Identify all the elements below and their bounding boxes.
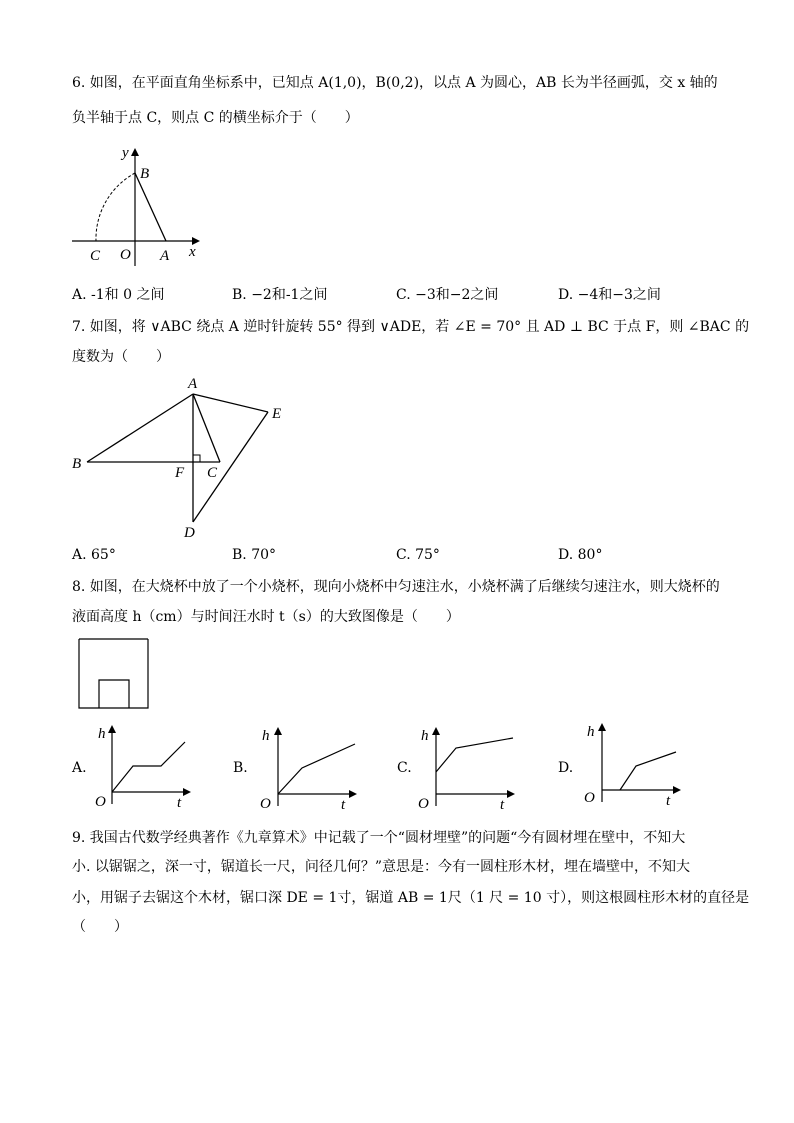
segment-ab: [135, 173, 166, 241]
axis-label-h: h: [262, 728, 270, 744]
label-a: A: [188, 376, 198, 392]
q9-text-line-3: 小，用锯子去锯这个木材，锯口深 DE = 1寸，锯道 AB = 1尺（1 尺 = 10 寸），则这根圆柱形木材的直径是: [72, 890, 750, 906]
graph-curve: [112, 742, 185, 792]
label-o: O: [120, 247, 131, 263]
segment-ab: [87, 394, 193, 462]
q8-graph-a[interactable]: [92, 722, 202, 810]
q7-option-c[interactable]: C. 75°: [396, 547, 440, 563]
h-axis-arrow-icon: [432, 727, 440, 735]
label-x: x: [189, 244, 196, 260]
q6-text-line-1: 6. 如图，在平面直角坐标系中，已知点 A(1,0)，B(0,2)，以点 A 为圆心，AB 长为半径画弧，交 x 轴的: [72, 75, 718, 91]
segment-ae: [193, 394, 268, 412]
origin-label: O: [260, 796, 271, 812]
q8-graph-d[interactable]: [582, 720, 692, 808]
axis-label-h: h: [98, 726, 106, 742]
q8-option-d-letter[interactable]: D.: [558, 760, 574, 776]
q6-option-a[interactable]: A. -1和 0 之间: [72, 287, 165, 303]
q8-option-b-letter[interactable]: B.: [233, 760, 248, 776]
h-axis-arrow-icon: [108, 725, 116, 733]
label-b: B: [72, 456, 82, 472]
q8-text-line-2: 液面高度 h（cm）与时间汪水时 t（s）的大致图像是（ ）: [72, 609, 460, 625]
t-axis-arrow-icon: [673, 786, 681, 794]
axis-label-h: h: [587, 724, 595, 740]
q8-text-line-1: 8. 如图，在大烧杯中放了一个小烧杯，现向小烧杯中匀速注水，小烧杯满了后继续匀速注水，则大烧杯的: [72, 579, 720, 595]
q7-option-a[interactable]: A. 65°: [72, 547, 116, 563]
q8-option-a-letter[interactable]: A.: [72, 760, 87, 776]
q6-option-b[interactable]: B. −2和-1之间: [232, 287, 328, 303]
axis-label-t: t: [341, 797, 346, 812]
graph-curve: [620, 752, 676, 790]
q6-text-line-2: 负半轴于点 C，则点 C 的横坐标介于（ ）: [72, 110, 359, 126]
q9-text-line-2: 小. 以锯锯之，深一寸，锯道长一尺，问径几何？”意思是：今有一圆柱形木材，埋在墙壁中，不知大: [72, 859, 691, 875]
q7-triangle-figure: [66, 372, 298, 540]
right-angle-mark: [193, 455, 200, 462]
q9-text-line-4: （ ）: [72, 919, 128, 935]
label-e: E: [272, 406, 282, 422]
axis-label-h: h: [421, 728, 429, 744]
label-y: y: [122, 145, 129, 161]
q7-option-b[interactable]: B. 70°: [232, 547, 277, 563]
q6-option-d[interactable]: D. −4和−3之间: [558, 287, 661, 303]
q8-option-c-letter[interactable]: C.: [397, 760, 412, 776]
axis-label-t: t: [177, 795, 182, 810]
large-beaker: [79, 639, 148, 708]
axis-label-t: t: [500, 797, 505, 812]
origin-label: O: [418, 796, 429, 812]
graph-curve: [278, 744, 355, 794]
q6-coordinate-figure: [60, 138, 220, 268]
graph-curve: [436, 738, 513, 772]
t-axis-arrow-icon: [507, 790, 515, 798]
axis-label-t: t: [666, 793, 671, 808]
segment-de: [193, 412, 268, 522]
t-axis-arrow-icon: [183, 788, 191, 796]
q7-text-line-2: 度数为（ ）: [72, 349, 170, 365]
h-axis-arrow-icon: [598, 723, 606, 731]
q8-graph-b[interactable]: [258, 724, 368, 812]
origin-label: O: [95, 794, 106, 810]
q8-beaker-figure: [78, 638, 152, 710]
small-beaker: [99, 680, 129, 708]
origin-label: O: [584, 790, 595, 806]
label-b: B: [140, 166, 150, 182]
q9-text-line-1: 9. 我国古代数学经典著作《九章算术》中记载了一个“圆材埋壁”的问题“今有圆材埋在壁中，不知大: [72, 830, 686, 846]
label-d: D: [184, 525, 195, 540]
q6-option-c[interactable]: C. −3和−2之间: [396, 287, 499, 303]
q7-option-d[interactable]: D. 80°: [558, 547, 603, 563]
label-c: C: [207, 465, 218, 481]
t-axis-arrow-icon: [349, 790, 357, 798]
segment-ac: [193, 394, 220, 462]
label-a: A: [160, 248, 170, 264]
dashed-arc-bc: [96, 173, 135, 241]
y-axis-arrow-icon: [131, 148, 139, 156]
label-f: F: [175, 465, 185, 481]
label-c: C: [90, 248, 101, 264]
q7-text-line-1: 7. 如图，将 ∨ABC 绕点 A 逆时针旋转 55° 得到 ∨ADE，若 ∠E = 70° 且 AD ⊥ BC 于点 F，则 ∠BAC 的: [72, 319, 750, 335]
h-axis-arrow-icon: [274, 727, 282, 735]
q8-graph-c[interactable]: [416, 724, 526, 812]
